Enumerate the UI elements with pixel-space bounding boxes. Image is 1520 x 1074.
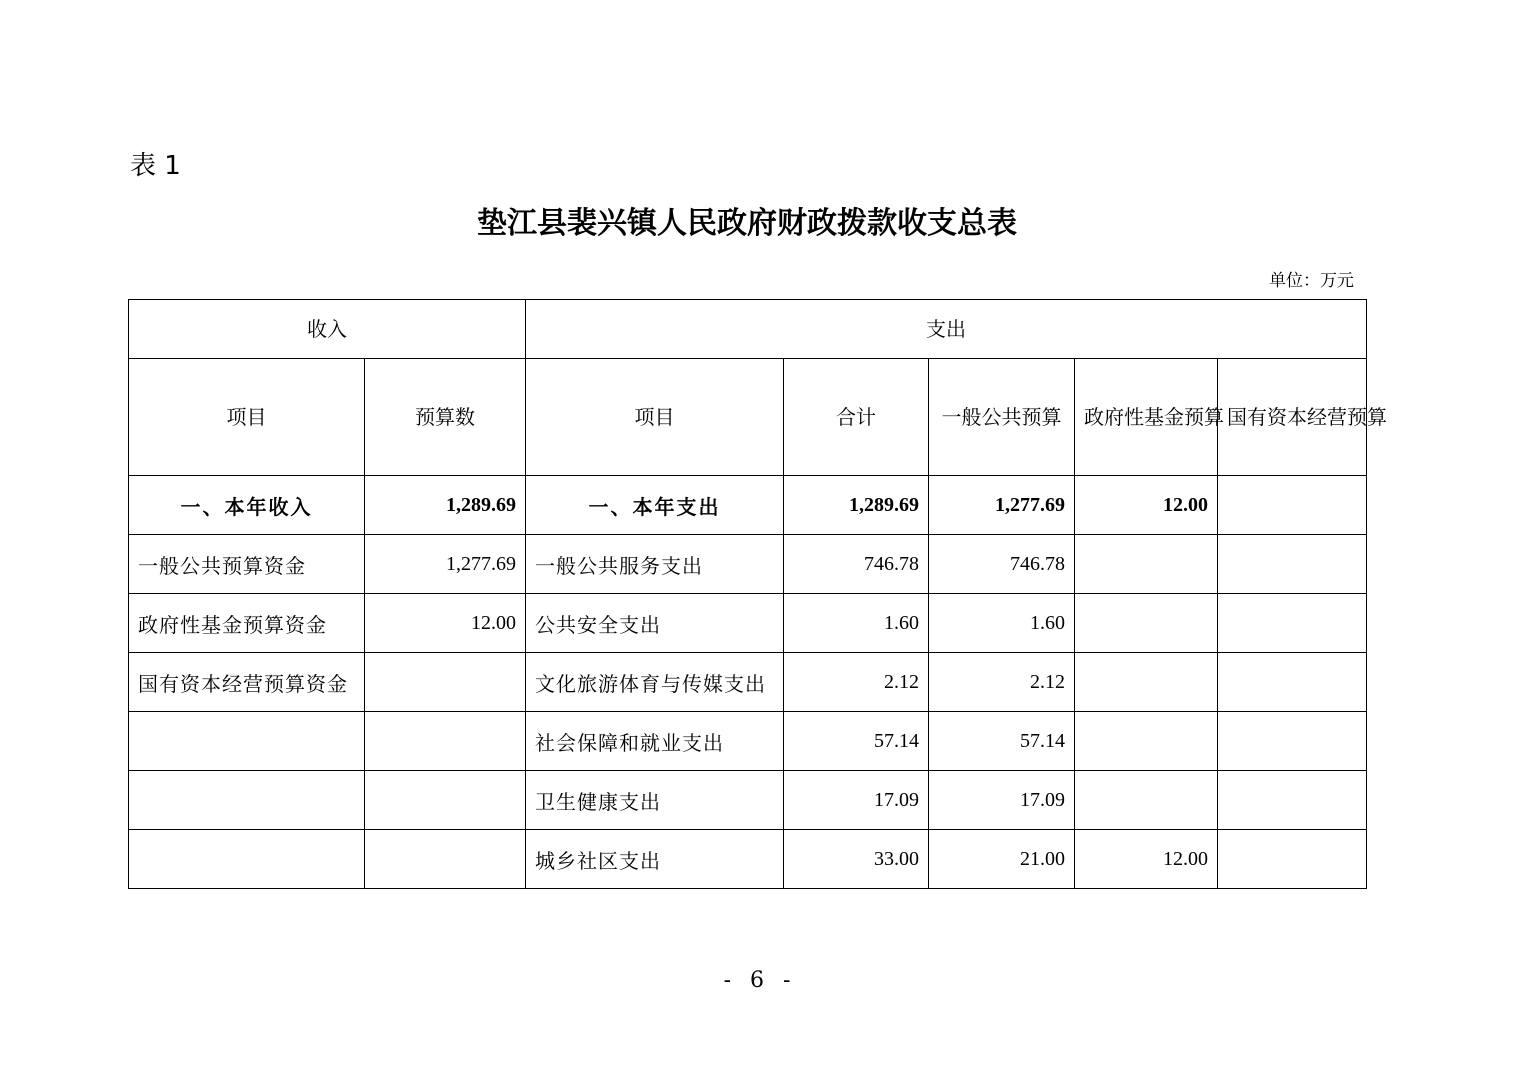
income-budget-cell — [365, 771, 526, 830]
income-item-cell: 政府性基金预算资金 — [129, 594, 365, 653]
table-row — [129, 594, 1367, 653]
expense-item-cell: 城乡社区支出 — [526, 830, 784, 889]
gov-fund-budget-cell — [1075, 771, 1218, 830]
state-capital-budget-cell — [1218, 653, 1367, 712]
general-budget-header: 一般公共预算 — [929, 359, 1075, 476]
table-row — [129, 653, 1367, 712]
income-budget-cell: 12.00 — [365, 594, 526, 653]
expense-item-cell: 公共安全支出 — [526, 594, 784, 653]
general-budget-cell: 57.14 — [929, 712, 1075, 771]
state-capital-budget-cell — [1218, 771, 1367, 830]
page-number: - 6 - — [723, 968, 797, 993]
general-budget-cell: 21.00 — [929, 830, 1075, 889]
income-item-cell: 国有资本经营预算资金 — [129, 653, 365, 712]
general-budget-cell: 746.78 — [929, 535, 1075, 594]
total-cell: 17.09 — [784, 771, 929, 830]
income-item-header: 项目 — [129, 359, 365, 476]
expense-item-cell: 文化旅游体育与传媒支出 — [526, 653, 784, 712]
state-capital-budget-cell — [1218, 830, 1367, 889]
general-budget-cell: 1,277.69 — [929, 476, 1075, 535]
expense-group-header: 支出 — [526, 300, 1367, 359]
income-budget-header: 预算数 — [365, 359, 526, 476]
income-item-cell: 一、本年收入 — [129, 476, 365, 535]
group-header-row — [129, 300, 1367, 359]
gov-fund-budget-cell: 12.00 — [1075, 830, 1218, 889]
expense-item-cell: 卫生健康支出 — [526, 771, 784, 830]
gov-fund-budget-cell — [1075, 712, 1218, 771]
state-capital-budget-cell — [1218, 712, 1367, 771]
gov-fund-budget-cell: 12.00 — [1075, 476, 1218, 535]
income-budget-cell: 1,289.69 — [365, 476, 526, 535]
gov-fund-budget-cell — [1075, 653, 1218, 712]
expense-item-cell: 一、本年支出 — [526, 476, 784, 535]
total-cell: 1,289.69 — [784, 476, 929, 535]
income-budget-cell — [365, 653, 526, 712]
gov-fund-budget-header: 政府性基金预算 — [1075, 359, 1218, 476]
state-capital-budget-header: 国有资本经营预算 — [1218, 359, 1367, 476]
total-cell: 33.00 — [784, 830, 929, 889]
income-item-cell — [129, 830, 365, 889]
total-cell: 57.14 — [784, 712, 929, 771]
table-row — [129, 476, 1367, 535]
income-budget-cell — [365, 830, 526, 889]
general-budget-cell: 2.12 — [929, 653, 1075, 712]
expense-item-cell: 社会保障和就业支出 — [526, 712, 784, 771]
income-group-header: 收入 — [129, 300, 526, 359]
table-label: 表 1 — [130, 151, 181, 181]
expense-item-header: 项目 — [526, 359, 784, 476]
table-row — [129, 771, 1367, 830]
table-row — [129, 712, 1367, 771]
total-cell: 2.12 — [784, 653, 929, 712]
state-capital-budget-cell — [1218, 476, 1367, 535]
total-cell: 1.60 — [784, 594, 929, 653]
table-row — [129, 535, 1367, 594]
revenue-expenditure-table — [128, 299, 1387, 889]
total-cell: 746.78 — [784, 535, 929, 594]
total-header: 合计 — [784, 359, 929, 476]
state-capital-budget-cell — [1218, 594, 1367, 653]
income-budget-cell: 1,277.69 — [365, 535, 526, 594]
state-capital-budget-cell — [1218, 535, 1367, 594]
gov-fund-budget-cell — [1075, 535, 1218, 594]
gov-fund-budget-cell — [1075, 594, 1218, 653]
income-item-cell: 一般公共预算资金 — [129, 535, 365, 594]
income-item-cell — [129, 771, 365, 830]
column-header-row — [129, 359, 1367, 476]
income-budget-cell — [365, 712, 526, 771]
unit-label: 单位：万元 — [1269, 271, 1354, 291]
document-title: 垫江县裴兴镇人民政府财政拨款收支总表 — [477, 206, 1017, 241]
expense-item-cell: 一般公共服务支出 — [526, 535, 784, 594]
income-item-cell — [129, 712, 365, 771]
table-row — [129, 830, 1367, 889]
general-budget-cell: 17.09 — [929, 771, 1075, 830]
general-budget-cell: 1.60 — [929, 594, 1075, 653]
